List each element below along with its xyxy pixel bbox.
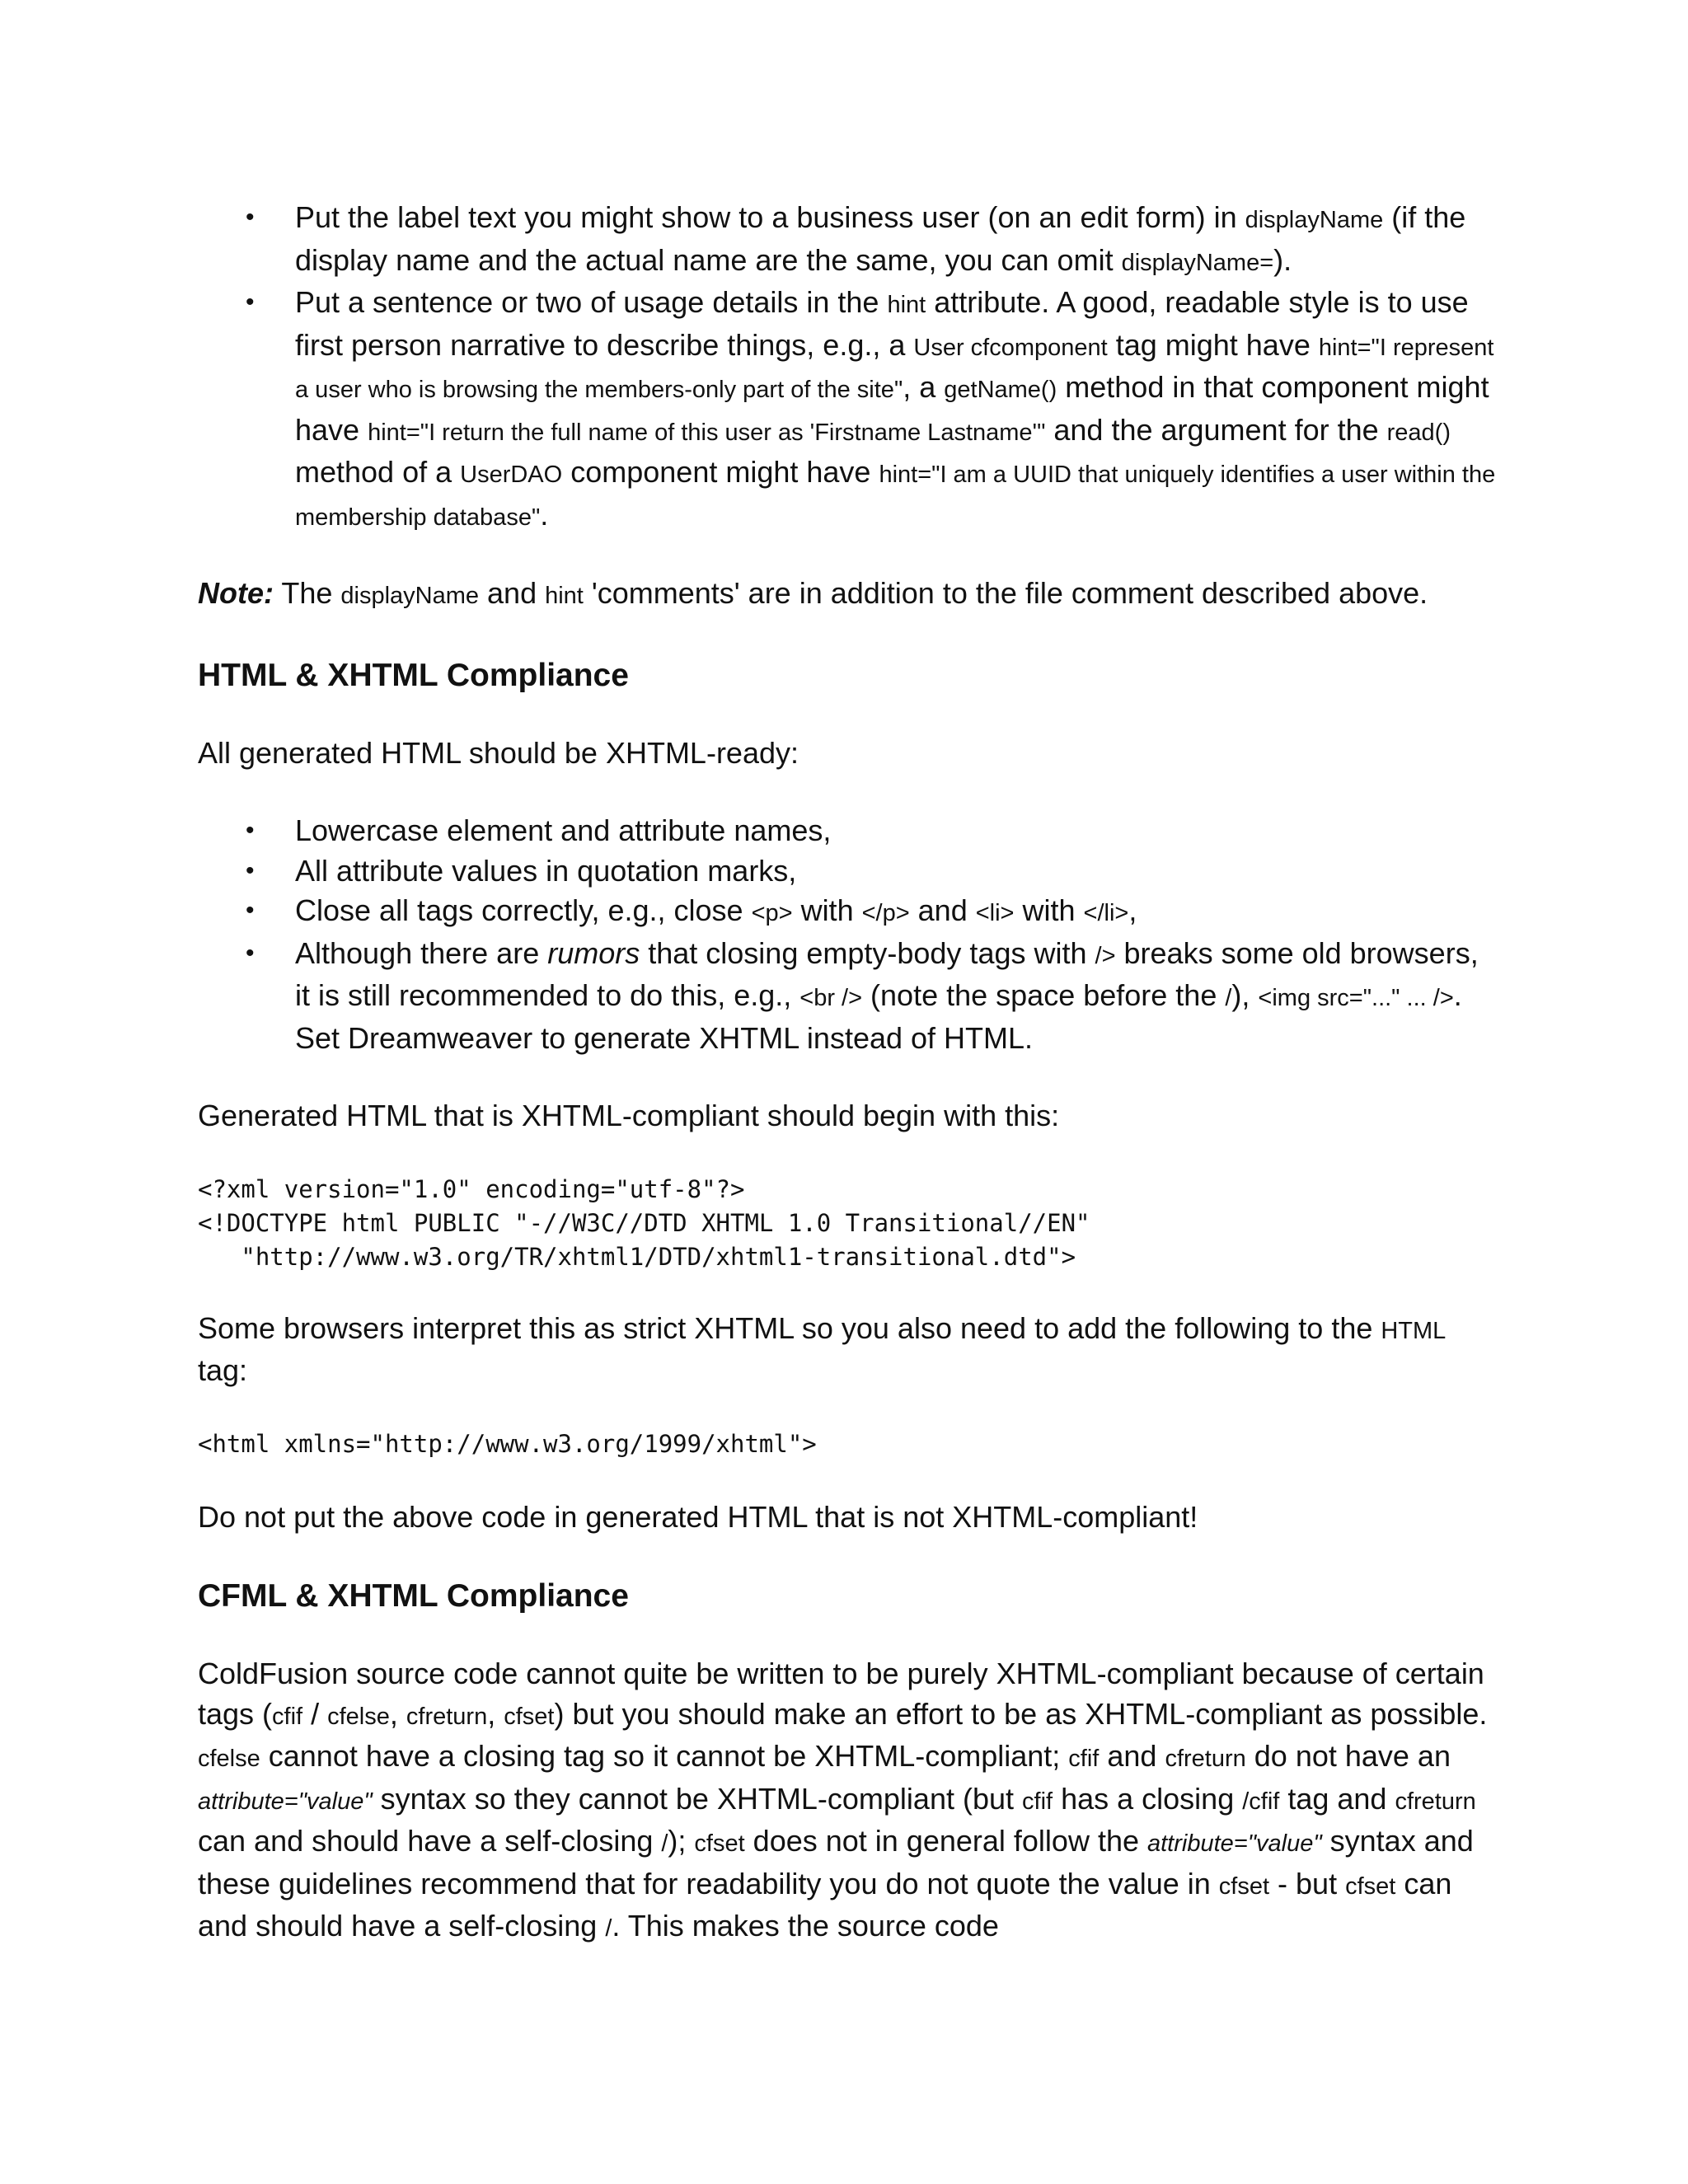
warning-paragraph: Do not put the above code in generated HTML that is not XHTML-compliant!	[198, 1499, 1198, 1534]
browsers-paragraph: Some browsers interpret this as strict XHTML so you also need to add the following to the HTML tag:	[198, 1310, 1447, 1387]
cfml-paragraph: ColdFusion source code cannot quite be written to be purely XHTML-compliant because of certain tags (cfif / cfelse, cfreturn, cfset) but you should make an effort to be as XHTML-compliant as possible. cfelse cannot have a closing tag so it cannot be XHTML-compliant; cfif and cfreturn do not have an attribute="value" syntax so they cannot be XHTML-compliant (but cfif has a closing /cfif tag and cfreturn can and should have a self-closing /); cfset does not in general follow the attribute="value" syntax and these guidelines recommend that for readability you do not quote the value in cfset - but cfset can and should have a self-closing /. This makes the source code	[198, 1657, 1488, 1943]
note-paragraph: Note: The displayName and hint 'comments' are in addition to the file comment described above.	[198, 576, 1428, 610]
section-heading-html: HTML & XHTML Compliance	[198, 657, 629, 693]
guidelines-list	[198, 198, 1496, 537]
list-item-lowercase: • Lowercase element and attribute names,	[198, 811, 1496, 851]
doctype-code-block: <?xml version="1.0" encoding="utf-8"?> <!DOCTYPE html PUBLIC "-//W3C//DTD XHTML 1.0 Transitional//EN" "http://www.w3.org/TR/xhtml1/DTD/xhtml1-transitional.dtd">	[198, 1174, 1090, 1271]
document-body	[198, 198, 1496, 1949]
generated-paragraph: Generated HTML that is XHTML-compliant should begin with this:	[198, 1099, 1060, 1132]
bullet-icon: •	[246, 856, 255, 884]
bullet-icon: •	[246, 817, 255, 844]
xhtml-rules-list	[198, 811, 1496, 1058]
list-item-empty-tags: • Although there are rumors that closing empty-body tags with /> breaks some old browsers, it is still recommended to do this, e.g., <br /> (note the space before the /), <img src="..." ... />. Set Dreamweaver to generate XHTML instead of HTML.	[198, 934, 1496, 1059]
bullet-icon: •	[246, 939, 255, 967]
bullet-icon: •	[246, 204, 255, 231]
list-item-close-tags: • Close all tags correctly, e.g., close <p> with </p> and <li> with </li>,	[198, 891, 1496, 934]
bullet-icon: •	[246, 288, 255, 316]
html-tag-code-block: <html xmlns="http://www.w3.org/1999/xhtml">	[198, 1429, 817, 1458]
intro-paragraph: All generated HTML should be XHTML-ready:	[198, 735, 799, 770]
section-heading-cfml: CFML & XHTML Compliance	[198, 1578, 629, 1614]
list-item-displayname: • Put the label text you might show to a business user (on an edit form) in displayName (if the display name and the actual name are the same, you can omit displayName=).	[198, 198, 1496, 283]
list-item-quotes: • All attribute values in quotation marks,	[198, 851, 1496, 892]
list-item-hint: • Put a sentence or two of usage details in the hint attribute. A good, readable style is to use first person narrative to describe things, e.g., a User cfcomponent tag might have hint="I represent a user who is browsing the members-only part of the site", a getName() method in that component might have hint="I return the full name of this user as 'Firstname Lastname'" and the argument for the read() method of a UserDAO component might have hint="I am a UUID that uniquely identifies a user within the membership database".	[198, 283, 1496, 537]
bullet-icon: •	[246, 897, 255, 924]
